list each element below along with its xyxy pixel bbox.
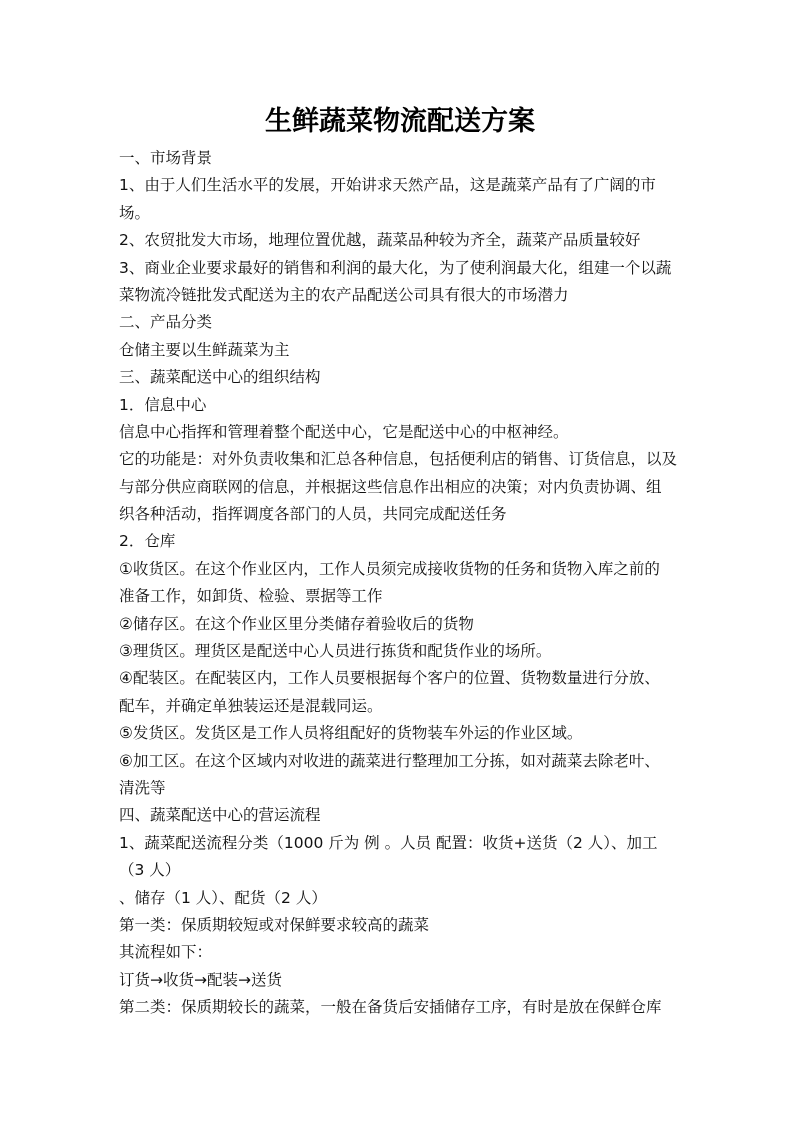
text-line: 配车，并确定单独装运还是混载同运。	[119, 696, 383, 715]
text-line: 1、由于人们生活水平的发展，开始讲求天然产品，这是蔬菜产品有了广阔的市	[119, 176, 656, 195]
text-line: 3、商业企业要求最好的销售和利润的最大化，为了使利润最大化，组建一个以蔬	[119, 258, 672, 277]
text-line: 它的功能是：对外负责收集和汇总各种信息，包括便利店的销售、订货信息，以及	[119, 450, 678, 469]
document-body	[119, 145, 691, 1022]
text-line: ②储存区。在这个作业区里分类储存着验收后的货物	[119, 614, 474, 633]
text-line: 2．仓库	[119, 532, 176, 551]
text-line: 四、蔬菜配送中心的营运流程	[119, 806, 321, 825]
text-line: ④配装区。在配装区内，工作人员要根据每个客户的位置、货物数量进行分放、	[119, 669, 660, 688]
text-line: 清洗等	[119, 778, 166, 797]
text-line: 准备工作，如卸货、检验、票据等工作	[119, 587, 383, 606]
text-line: 第一类：保质期较短或对保鲜要求较高的蔬菜	[119, 915, 430, 934]
text-line: 1、蔬菜配送流程分类（1000 斤为 例 。人员 配置：收货+送货（2 人）、加工	[119, 833, 658, 852]
text-line: ①收货区。在这个作业区内，工作人员须完成接收货物的任务和货物入库之前的	[119, 559, 660, 578]
text-line: 仓储主要以生鲜蔬菜为主	[119, 340, 290, 359]
text-line: 一、市场背景	[119, 149, 213, 167]
text-line: 三、蔬菜配送中心的组织结构	[119, 368, 321, 387]
text-line: 第二类：保质期较长的蔬菜，一般在备货后安插储存工序，有时是放在保鲜仓库	[119, 998, 662, 1017]
text-line: 、储存（1 人）、配货（2 人）	[119, 888, 327, 907]
text-line: 1．信息中心	[119, 395, 207, 414]
text-line: 2、农贸批发大市场，地理位置优越，蔬菜品种较为齐全，蔬菜产品质量较好	[119, 231, 641, 250]
text-line: 二、产品分类	[119, 313, 213, 332]
text-line: ③理货区。理货区是配送中心人员进行拣货和配货作业的场所。	[119, 642, 552, 661]
text-line: 菜物流冷链批发式配送为主的农产品配送公司具有很大的市场潜力	[119, 285, 569, 304]
text-line: 与部分供应商联网的信息，并根据这些信息作出相应的决策；对内负责协调、组	[119, 477, 662, 496]
text-line: 场。	[119, 203, 151, 222]
document-title: 生鲜蔬菜物流配送方案	[265, 106, 535, 137]
text-line: 织各种活动，指挥调度各部门的人员，共同完成配送任务	[119, 505, 507, 524]
text-line: 订货→收货→配装→送货	[119, 970, 282, 989]
text-line: （3 人）	[119, 861, 181, 880]
text-line: ⑤发货区。发货区是工作人员将组配好的货物装车外运的作业区域。	[119, 724, 583, 743]
text-line: ⑥加工区。在这个区域内对收进的蔬菜进行整理加工分拣，如对蔬菜去除老叶、	[119, 751, 660, 770]
text-line: 信息中心指挥和管理着整个配送中心，它是配送中心的中枢神经。	[119, 422, 569, 441]
text-line: 其流程如下：	[119, 943, 213, 962]
